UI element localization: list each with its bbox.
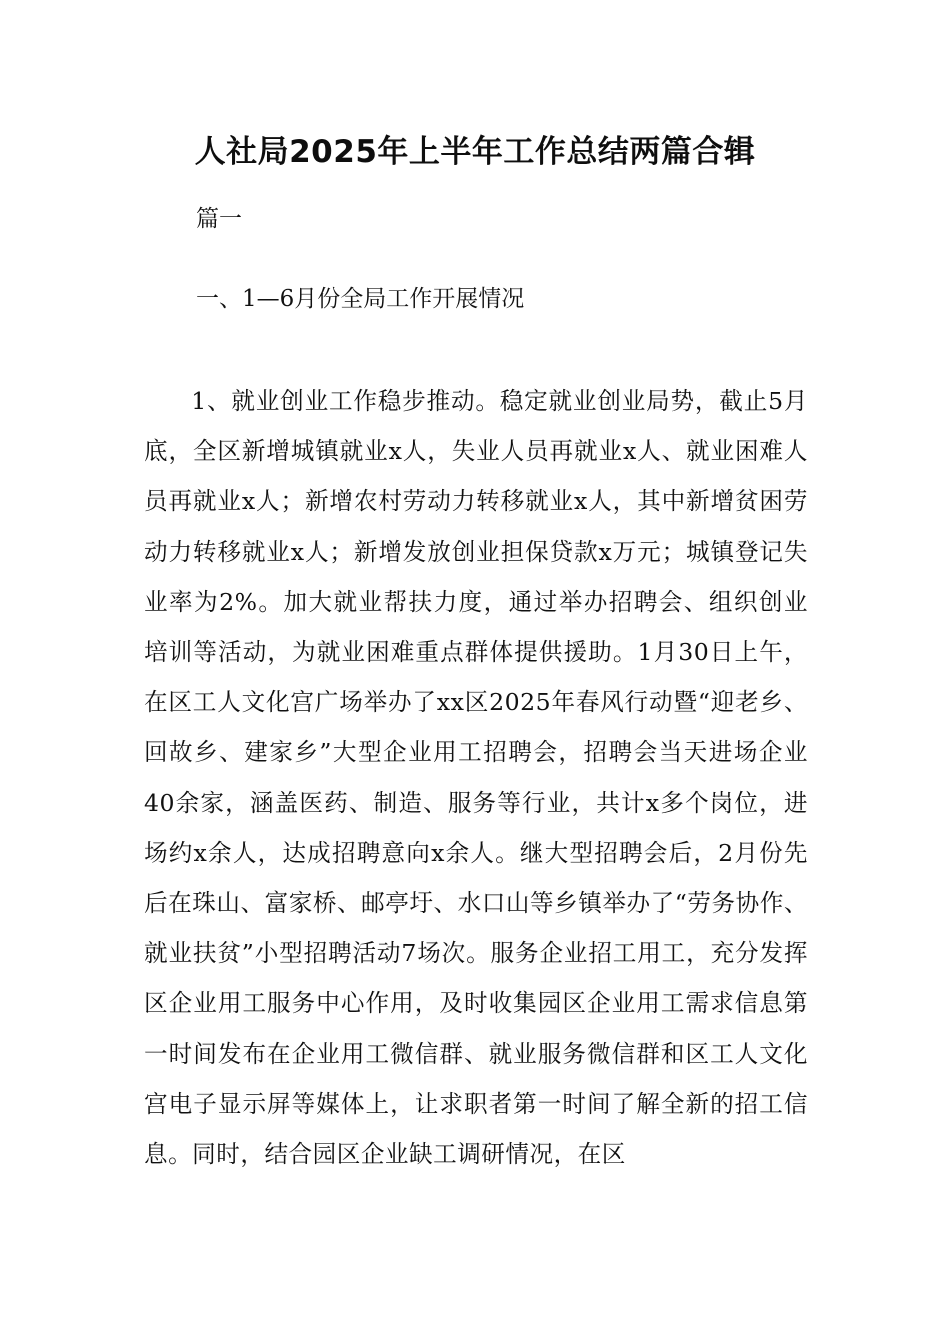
section-heading: 一、1—6月份全局工作开展情况 xyxy=(196,286,525,312)
section-label: 篇一 xyxy=(196,206,242,232)
body-paragraph: 1、就业创业工作稳步推动。稳定就业创业局势，截止5月底，全区新增城镇就业x人，失业人员再就业x人、就业困难人员再就业x人；新增农村劳动力转移就业x人，其中新增贫困劳动力转移就业x人；新增发放创业担保贷款x万元；城镇登记失业率为2%。加大就业帮扶力度，通过举办招聘会、组织创业培训等活动，为就业困难重点群体提供援助。1月30日上午，在区工人文化宫广场举办了xx区2025年春风行动暨“迎老乡、回故乡、建家乡”大型企业用工招聘会，招聘会当天进场企业40余家，涵盖医药、制造、服务等行业，共计x多个岗位，进场约x余人，达成招聘意向x余人。继大型招聘会后，2月份先后在珠山、富家桥、邮亭圩、水口山等乡镇举办了“劳务协作、就业扶贫”小型招聘活动7场次。服务企业招工用工，充分发挥区企业用工服务中心作用，及时收集园区企业用工需求信息第一时间发布在企业用工微信群、就业服务微信群和区工人文化宫电子显示屏等媒体上，让求职者第一时间了解全新的招工信息。同时，结合园区企业缺工调研情况，在区 xyxy=(144,387,808,1169)
document-title: 人社局2025年上半年工作总结两篇合辑 xyxy=(194,134,756,170)
